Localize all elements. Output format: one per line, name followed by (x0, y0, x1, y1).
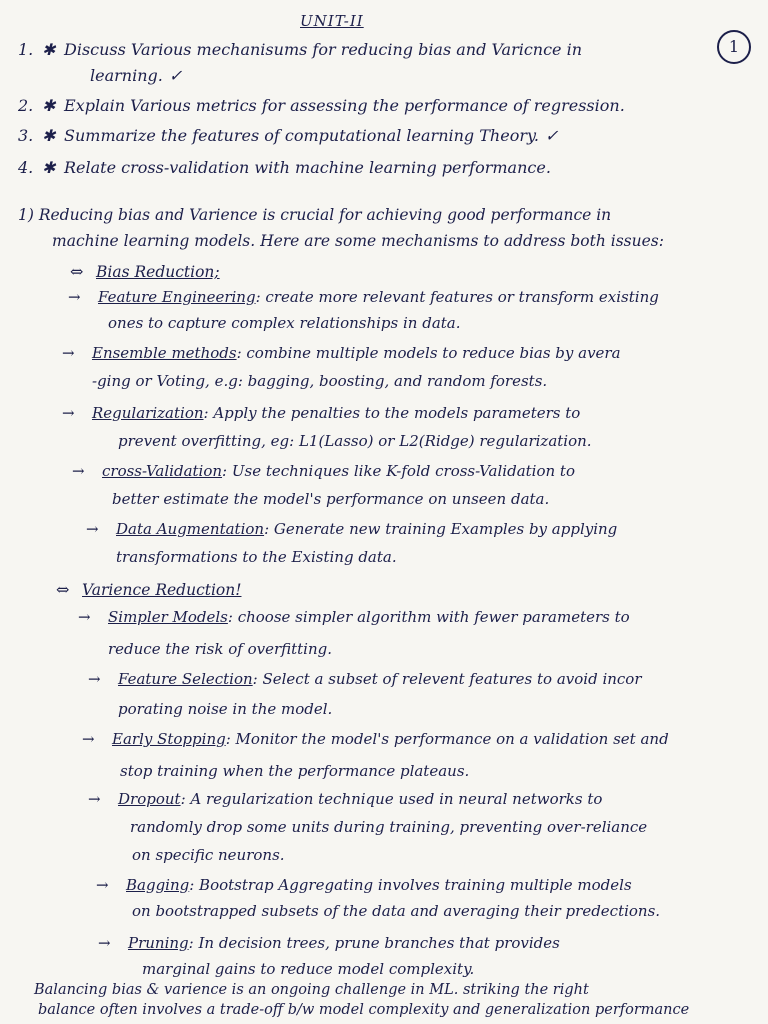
item-term: Dropout (118, 790, 181, 808)
item-text: : Generate new training Examples by applying (264, 520, 618, 538)
variance-item-bagging-cont: on bootstrapped subsets of the data and averaging their predections. (132, 902, 661, 920)
bias-item-ensemble-cont: -ging or Voting, e.g: bagging, boosting, and random forests. (92, 372, 548, 390)
variance-item-pruning (98, 934, 560, 952)
bias-item-cross-validation-cont: better estimate the model's performance on unseen data. (112, 490, 550, 508)
arrow-icon: → (82, 730, 95, 748)
item-term: Simpler Models (108, 608, 228, 626)
variance-item-early-stopping (82, 730, 669, 748)
variance-item-simpler-models (78, 608, 630, 626)
variance-item-feature-selection-cont: porating noise in the model. (118, 700, 333, 718)
double-arrow-icon: ⇔ (56, 580, 70, 599)
page-number: 1 (717, 30, 751, 64)
arrow-icon: → (68, 288, 81, 306)
item-term: Feature Engineering (98, 288, 256, 306)
question-text: learning. (90, 66, 163, 85)
question-3 (18, 126, 558, 145)
question-text: Relate cross-validation with machine learning performance. (64, 158, 551, 177)
bias-item-feature-engineering-cont: ones to capture complex relationships in data. (108, 314, 461, 332)
question-1 (18, 40, 582, 59)
answer-intro-line-1: 1) Reducing bias and Varience is crucial for achieving good performance in (18, 206, 612, 224)
item-term: Bagging (126, 876, 190, 894)
variance-item-dropout (88, 790, 602, 808)
item-text: : Apply the penalties to the models parameters to (203, 404, 581, 422)
item-term: Early Stopping (112, 730, 226, 748)
bias-item-regularization-cont: prevent overfitting, eg: L1(Lasso) or L2(Ridge) regularization. (118, 432, 592, 450)
variance-item-bagging (96, 876, 632, 894)
variance-item-pruning-cont: marginal gains to reduce model complexity. (142, 960, 475, 978)
arrow-icon: → (98, 934, 111, 952)
variance-reduction-heading (56, 580, 241, 599)
variance-item-dropout-cont-2: on specific neurons. (132, 846, 285, 864)
bias-item-data-augmentation-cont: transformations to the Existing data. (116, 548, 397, 566)
section-heading: Bias Reduction; (96, 263, 220, 281)
bias-item-cross-validation (72, 462, 575, 480)
item-term: Pruning (128, 934, 189, 952)
variance-item-dropout-cont: randomly drop some units during training, preventing over-reliance (130, 818, 648, 836)
conclusion-line-1: Balancing bias & varience is an ongoing challenge in ML. striking the right (34, 982, 589, 998)
section-heading: Varience Reduction! (82, 581, 242, 599)
arrow-icon: → (96, 876, 109, 894)
variance-item-early-stopping-cont: stop training when the performance plateaus. (120, 762, 470, 780)
bias-item-ensemble (62, 344, 621, 362)
item-text: : Monitor the model's performance on a validation set and (225, 730, 669, 748)
question-number: 4. (18, 158, 34, 177)
question-number: 1. (18, 40, 34, 59)
question-text: Explain Various metrics for assessing the performance of regression. (64, 96, 625, 115)
item-term: Feature Selection (118, 670, 253, 688)
arrow-icon: → (88, 670, 101, 688)
question-text: Discuss Various mechanisums for reducing bias and Varicnce in (64, 40, 583, 59)
star-icon: ✱ (42, 158, 56, 177)
item-text: : combine multiple models to reduce bias by avera (236, 344, 621, 362)
answer-intro-line-2: machine learning models. Here are some mechanisms to address both issues: (52, 232, 664, 250)
item-text: : Select a subset of relevent features to avoid incor (252, 670, 642, 688)
question-text: Summarize the features of computational learning Theory. (64, 126, 539, 145)
question-1-continued (90, 66, 182, 85)
variance-item-simpler-models-cont: reduce the risk of overfitting. (108, 640, 333, 658)
arrow-icon: → (62, 344, 75, 362)
item-text: : A regularization technique used in neural networks to (180, 790, 603, 808)
item-text: : Bootstrap Aggregating involves training multiple models (189, 876, 632, 894)
item-term: Data Augmentation (116, 520, 265, 538)
item-text: : create more relevant features or transform existing (255, 288, 659, 306)
arrow-icon: → (88, 790, 101, 808)
star-icon: ✱ (42, 126, 56, 145)
bias-reduction-heading (70, 262, 220, 281)
item-term: cross-Validation (102, 462, 223, 480)
item-text: : Use techniques like K-fold cross-Validation to (222, 462, 575, 480)
bias-item-feature-engineering (68, 288, 659, 306)
item-term: Regularization (92, 404, 204, 422)
conclusion-line-2: balance often involves a trade-off b/w model complexity and generalization performance (38, 1002, 690, 1018)
double-arrow-icon: ⇔ (70, 262, 84, 281)
question-number: 3. (18, 126, 34, 145)
arrow-icon: → (62, 404, 75, 422)
checkmark-icon: ✓ (168, 66, 183, 85)
item-term: Ensemble methods (92, 344, 237, 362)
arrow-icon: → (86, 520, 99, 538)
arrow-icon: → (78, 608, 91, 626)
question-4 (18, 158, 551, 177)
bias-item-regularization (62, 404, 580, 422)
star-icon: ✱ (42, 96, 56, 115)
variance-item-feature-selection (88, 670, 642, 688)
bias-item-data-augmentation (86, 520, 617, 538)
star-icon: ✱ (42, 40, 56, 59)
question-2 (18, 96, 625, 115)
item-text: : choose simpler algorithm with fewer parameters to (227, 608, 630, 626)
checkmark-icon: ✓ (544, 126, 559, 145)
item-text: : In decision trees, prune branches that provides (188, 934, 560, 952)
arrow-icon: → (72, 462, 85, 480)
question-number: 2. (18, 96, 34, 115)
page-title: UNIT-II (300, 12, 364, 30)
